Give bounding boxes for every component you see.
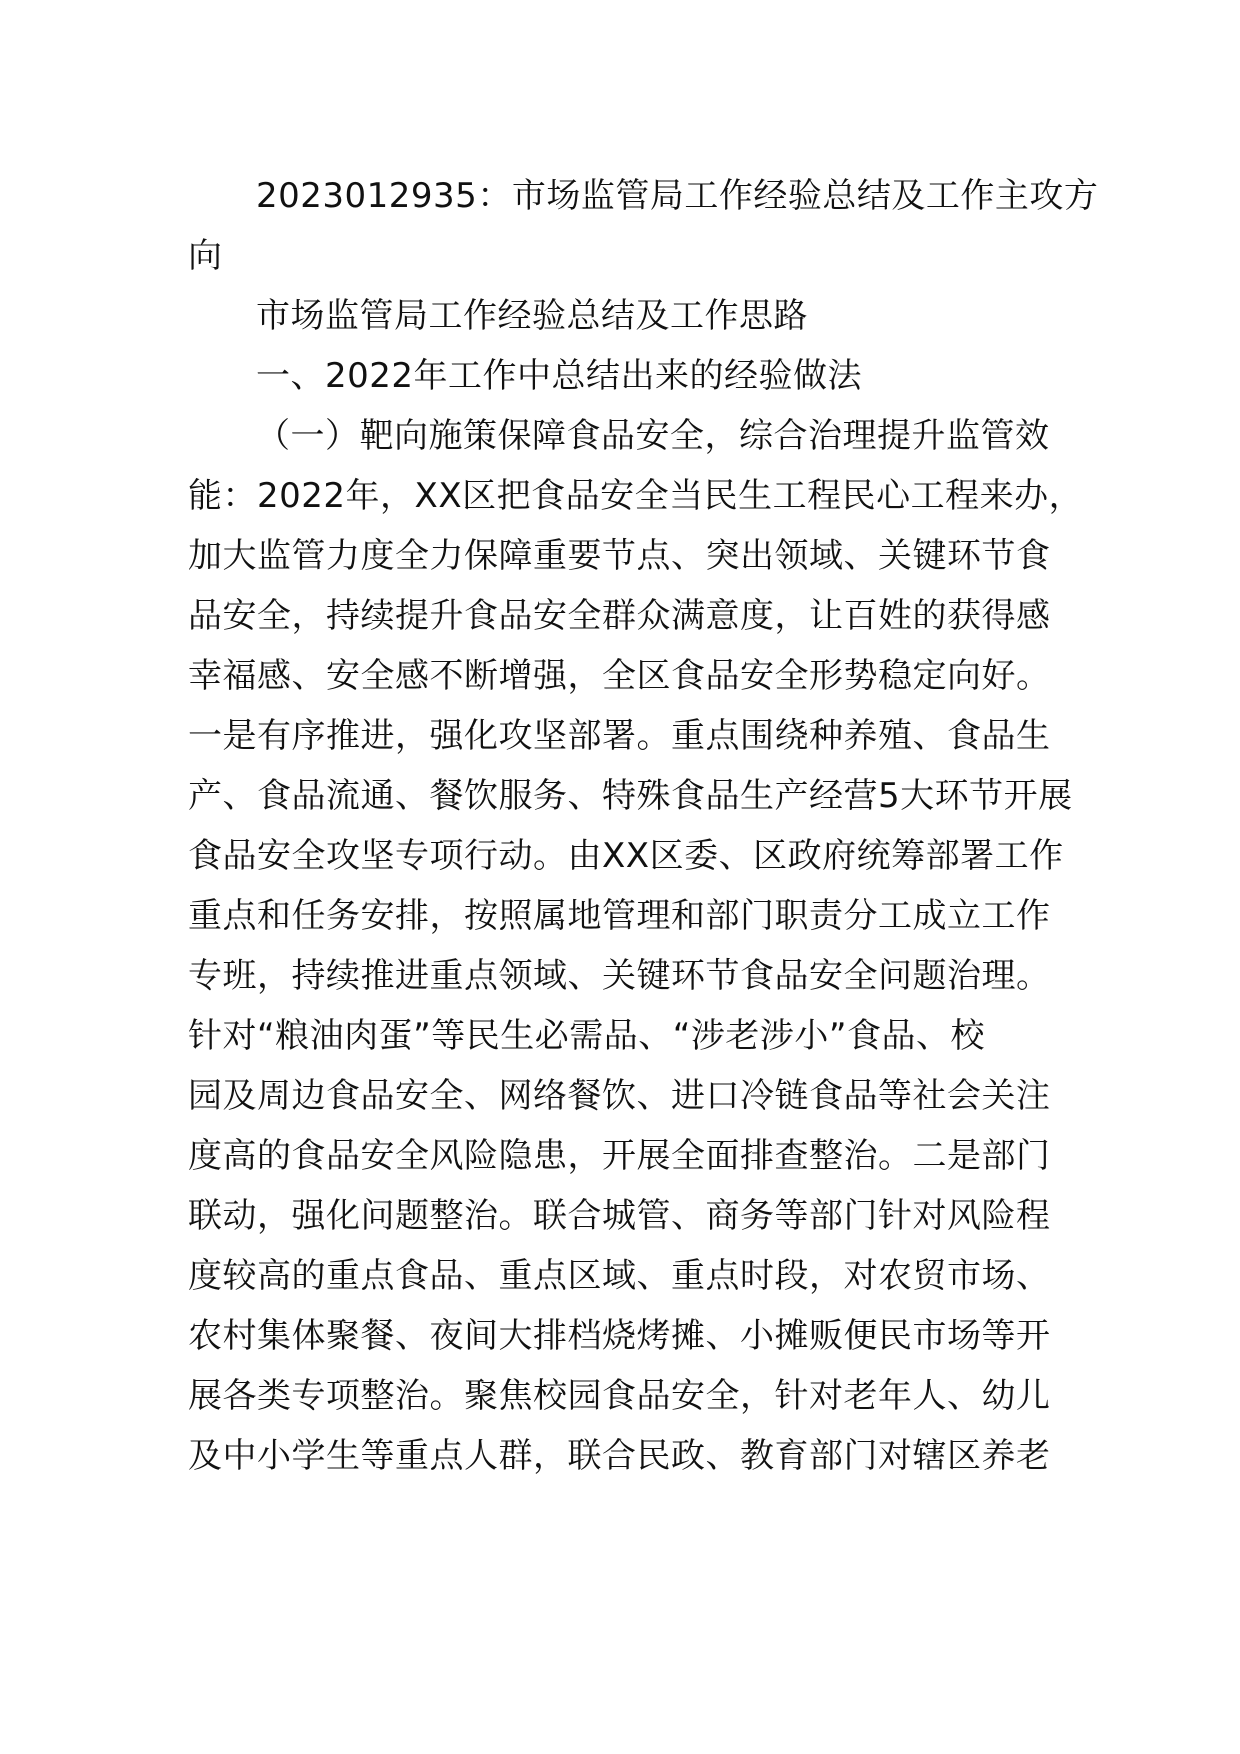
paragraph-line: 品安全，持续提升食品安全群众满意度，让百姓的获得感 — [188, 596, 1051, 636]
paragraph-line: 食品安全攻坚专项行动。由XX区委、区政府统筹部署工作 — [188, 836, 1064, 876]
paragraph-line: 幸福感、安全感不断增强，全区食品安全形势稳定向好。 — [188, 656, 1051, 696]
paragraph-line: 专班，持续推进重点领域、关键环节食品安全问题治理。 — [188, 956, 1051, 996]
paragraph-line: 农村集体聚餐、夜间大排档烧烤摊、小摊贩便民市场等开 — [188, 1316, 1051, 1356]
paragraph-line: 联动，强化问题整治。联合城管、商务等部门针对风险程 — [188, 1196, 1051, 1236]
paragraph-line: 度较高的重点食品、重点区域、重点时段，对农贸市场、 — [188, 1256, 1051, 1296]
paragraph-line: 度高的食品安全风险隐患，开展全面排查整治。二是部门 — [188, 1136, 1051, 1176]
paragraph-line: 能：2022年，XX区把食品安全当民生工程民心工程来办， — [188, 476, 1084, 516]
subtitle: 市场监管局工作经验总结及工作思路 — [256, 296, 808, 336]
paragraph-line: 展各类专项整治。聚焦校园食品安全，针对老年人、幼儿 — [188, 1376, 1051, 1416]
paragraph-line: （一）靶向施策保障食品安全，综合治理提升监管效 — [256, 416, 1050, 456]
section-heading: 一、2022年工作中总结出来的经验做法 — [256, 356, 863, 396]
title-line-1: 2023012935：市场监管局工作经验总结及工作主攻方 — [256, 176, 1099, 216]
paragraph-line: 园及周边食品安全、网络餐饮、进口冷链食品等社会关注 — [188, 1076, 1051, 1116]
title-line-2: 向 — [188, 236, 223, 276]
paragraph-line: 重点和任务安排，按照属地管理和部门职责分工成立工作 — [188, 896, 1051, 936]
paragraph-line: 加大监管力度全力保障重要节点、突出领域、关键环节食 — [188, 536, 1051, 576]
paragraph-line: 产、食品流通、餐饮服务、特殊食品生产经营5大环节开展 — [188, 776, 1073, 816]
paragraph-line: 针对“粮油肉蛋”等民生必需品、“涉老涉小”食品、校 — [188, 1016, 985, 1056]
paragraph-line: 及中小学生等重点人群，联合民政、教育部门对辖区养老 — [188, 1436, 1051, 1476]
paragraph-line: 一是有序推进，强化攻坚部署。重点围绕种养殖、食品生 — [188, 716, 1051, 756]
